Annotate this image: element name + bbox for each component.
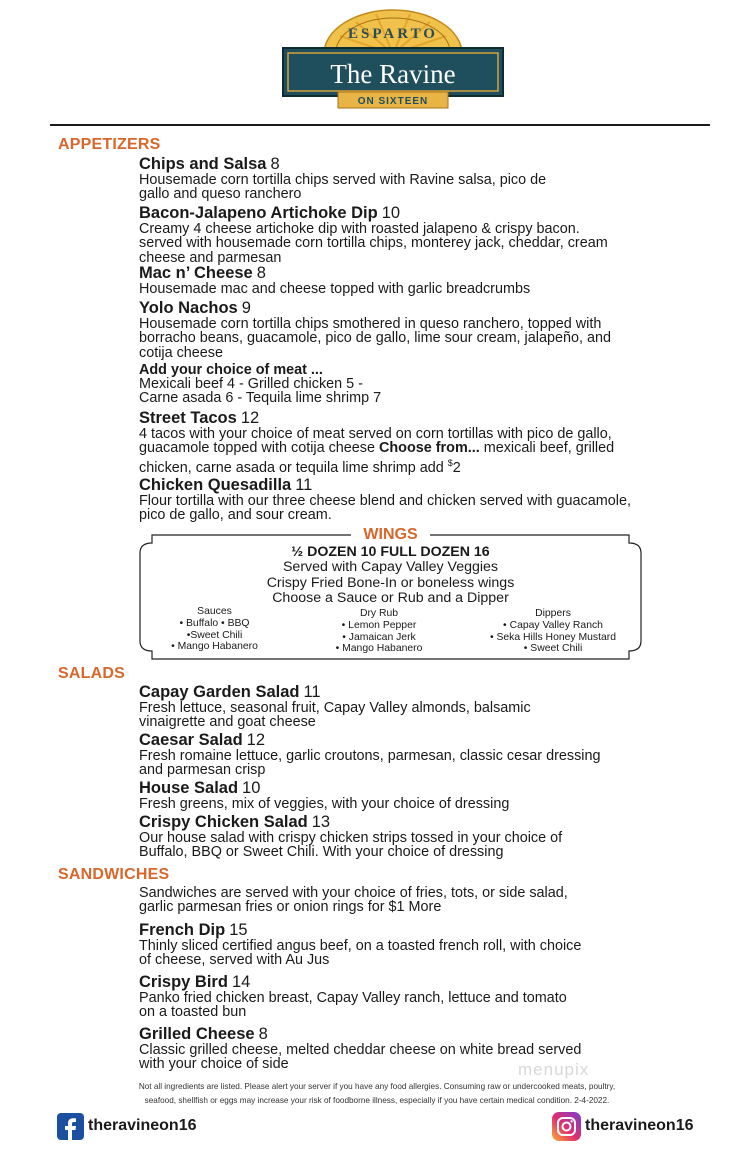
item-name: French Dip	[139, 921, 226, 939]
item-price: 13	[311, 813, 331, 831]
menu-item-chicken-quesadilla	[139, 477, 709, 523]
watermark: menupix	[518, 1060, 590, 1079]
item-price: 12	[240, 409, 260, 427]
item-description: Our house salad with crispy chicken strips tossed in your choice of	[139, 830, 563, 846]
menu-item-mac-cheese	[139, 265, 709, 296]
header-divider	[50, 124, 710, 126]
addon-options: Mexicali beef 4 - Grilled chicken 5 -	[139, 376, 363, 393]
item-name: House Salad	[139, 779, 239, 797]
item-name: Bacon-Jalapeno Artichoke Dip	[139, 204, 378, 222]
item-description: Creamy 4 cheese artichoke dip with roasted jalapeno & crispy bacon.	[139, 221, 580, 237]
sandwiches-heading: SANDWICHES	[58, 866, 170, 883]
item-name: Crispy Bird	[139, 973, 228, 991]
item-description: Housemade mac and cheese topped with garlic breadcrumbs	[139, 281, 531, 297]
intro-text: Sandwiches are served with your choice of fries, tots, or side salad,	[139, 885, 568, 901]
item-description: cheese and parmesan	[139, 249, 282, 266]
addon-title: Add your choice of meat ...	[139, 361, 323, 378]
item-price: 8	[270, 155, 280, 173]
item-price: 9	[241, 299, 251, 317]
item-description: Fresh romaine lettuce, garlic croutons, parmesan, classic cesar dressing	[139, 748, 601, 764]
item-description: pico de gallo, and sour cream.	[139, 507, 332, 524]
item-description: Thinly sliced certified angus beef, on a toasted french roll, with choice	[139, 938, 582, 954]
appetizers-heading: APPETIZERS	[58, 136, 161, 153]
item-description: on a toasted bun	[139, 1004, 247, 1021]
item-description: Classic grilled cheese, melted cheddar cheese on white bread served	[139, 1042, 582, 1058]
item-name: Street Tacos	[139, 409, 237, 427]
menu-item-capay-garden-salad	[139, 684, 709, 730]
wings-pricing: ½ DOZEN 10 FULL DOZEN 16	[291, 544, 490, 560]
wings-info-line: Choose a Sauce or Rub and a Dipper	[272, 589, 509, 606]
item-description: Fresh lettuce, seasonal fruit, Capay Valley almonds, balsamic	[139, 700, 531, 716]
item-description: with your choice of side	[139, 1056, 289, 1073]
item-price: 10	[242, 779, 261, 797]
wings-info-line: Crispy Fried Bone-In or boneless wings	[266, 574, 515, 591]
item-description: borracho beans, guacamole, pico de gallo, lime sour cream, jalapeño, and	[139, 330, 611, 347]
wings-heading: WINGS	[138, 526, 643, 544]
item-name: Grilled Cheese	[139, 1025, 255, 1043]
logo-name: The Ravine	[330, 59, 456, 89]
menu-item-yolo-nachos	[139, 300, 709, 406]
facebook-icon	[57, 1113, 84, 1140]
item-price: 15	[229, 921, 248, 939]
item-name: Capay Garden Salad	[139, 683, 300, 701]
item-description: Panko fried chicken breast, Capay Valley ranch, lettuce and tomato	[139, 990, 567, 1006]
wings-box	[138, 526, 643, 661]
wings-info-line: Served with Capay Valley Veggies	[282, 559, 499, 576]
item-description: Housemade corn tortilla chips served with Ravine salsa, pico de	[139, 172, 547, 188]
item-description: chicken, carne asada or tequila lime shrimp add $2	[139, 457, 461, 476]
restaurant-logo	[280, 6, 506, 110]
menu-item-house-salad	[139, 780, 709, 811]
menu-item-grilled-cheese	[139, 1026, 709, 1072]
menu-item-caesar-salad	[139, 732, 709, 778]
item-description: 4 tacos with your choice of meat served on corn tortillas with pico de gallo,	[139, 426, 612, 442]
addon-options: Carne asada 6 - Tequila lime shrimp 7	[139, 390, 382, 407]
wings-dippers-column: Dippers • Capay Valley Ranch • Seka Hills Honey Mustard • Sweet Chili	[489, 608, 617, 655]
item-name: Chips and Salsa	[139, 155, 267, 173]
item-description: Flour tortilla with our three cheese blend and chicken served with guacamole,	[139, 493, 631, 509]
item-name: Yolo Nachos	[139, 299, 238, 317]
instagram-link[interactable]	[552, 1112, 693, 1140]
salads-heading: SALADS	[58, 665, 125, 682]
item-description: guacamole topped with cotija cheese Choose from... mexicali beef, grilled	[139, 440, 615, 457]
item-name: Crispy Chicken Salad	[139, 813, 308, 831]
menu-item-french-dip	[139, 922, 709, 968]
item-description: gallo and queso ranchero	[139, 186, 302, 203]
item-description: Housemade corn tortilla chips smothered in queso ranchero, topped with	[139, 316, 602, 332]
item-price: 14	[231, 973, 251, 991]
item-price: 10	[381, 204, 401, 222]
menu-item-crispy-chicken-salad	[139, 814, 709, 860]
item-name: Chicken Quesadilla	[139, 476, 292, 494]
item-description: and parmesan crisp	[139, 762, 266, 779]
item-description: Buffalo, BBQ or Sweet Chili. With your choice of dressing	[139, 844, 504, 861]
item-name: Caesar Salad	[139, 731, 243, 749]
menu-item-chips-salsa	[139, 156, 709, 202]
facebook-handle: theravineon16	[88, 1117, 197, 1134]
facebook-link[interactable]	[57, 1112, 196, 1140]
item-description: cotija cheese	[139, 344, 223, 361]
item-price: 11	[295, 476, 313, 494]
menu-item-street-tacos	[139, 410, 709, 475]
item-price: 12	[246, 731, 266, 749]
item-description: Fresh greens, mix of veggies, with your choice of dressing	[139, 796, 510, 812]
item-price: 8	[256, 264, 266, 282]
item-price: 11	[303, 683, 321, 701]
intro-text: garlic parmesan fries or onion rings for $1 More	[139, 899, 442, 916]
item-description: vinaigrette and goat cheese	[139, 714, 316, 731]
menu-item-crispy-bird	[139, 974, 709, 1020]
logo-top-text: ESPARTO	[348, 26, 438, 42]
item-price: 8	[258, 1025, 268, 1043]
sandwiches-intro	[139, 886, 709, 915]
instagram-icon	[552, 1112, 581, 1141]
allergy-disclaimer: Not all ingredients are listed. Please alert your server if you have any food allergies. Consuming raw or undercooked meats, poultry, seafood, shellfish or eggs may increase your risk of foodborne illness, especially if you have certain medical condition. 2-4-2022.	[138, 1082, 616, 1105]
item-description: served with housemade corn tortilla chips, monterey jack, cheddar, cream	[139, 235, 608, 252]
menu-item-bacon-dip	[139, 205, 709, 265]
logo-sub-text: ON SIXTEEN	[357, 96, 429, 107]
instagram-handle: theravineon16	[585, 1117, 694, 1134]
item-name: Mac n’ Cheese	[139, 264, 253, 282]
item-description: of cheese, served with Au Jus	[139, 952, 330, 969]
wings-sauces-column: Sauces • Buffalo • BBQ •Sweet Chili • Mango Habanero	[171, 606, 258, 653]
wings-dry-rub-column: Dry Rub • Lemon Pepper • Jamaican Jerk • Mango Habanero	[335, 608, 423, 655]
